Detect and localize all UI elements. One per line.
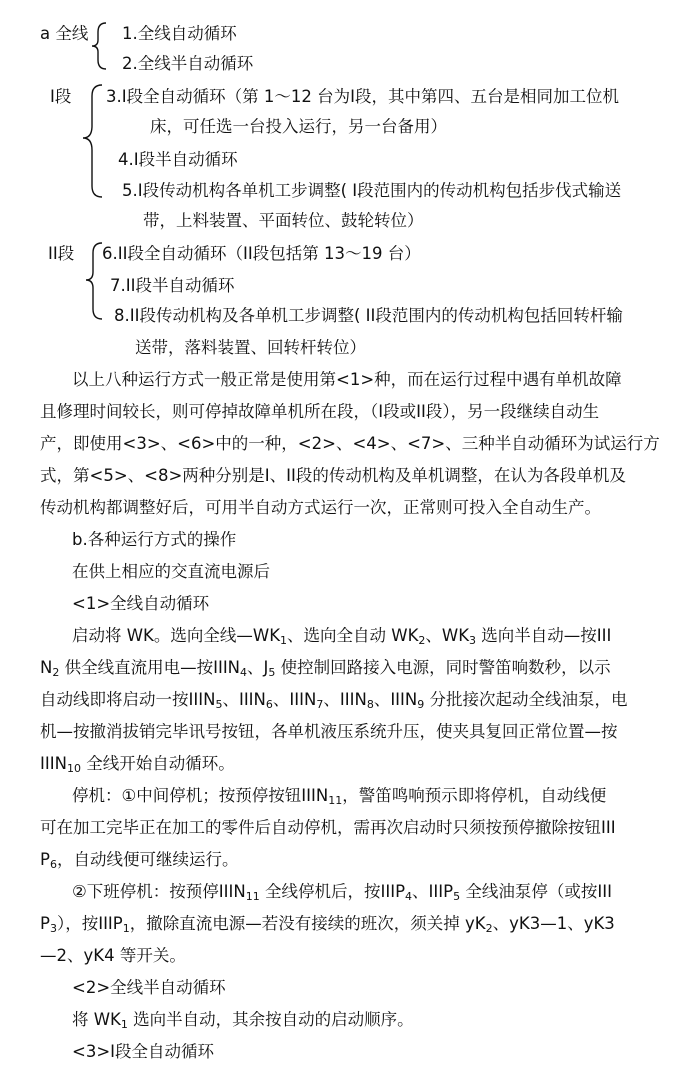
group-a-brace <box>88 20 114 72</box>
mode-item-5-line2: 带，上料装置、平面转位、鼓轮转位） <box>143 211 424 230</box>
heading-mode-3: <3>I段全自动循环 <box>72 1042 215 1061</box>
stop-line-3: $P_6$，自动线便可继续运行。 <box>40 850 239 871</box>
heading-mode-1: <1>全线自动循环 <box>72 594 210 613</box>
offwork-line-1: ②下班停机：按预停$IIIN_{11}$ 全线停机后，按$IIIP_4$、$IIIP_5$ 全线油泵停（或按III <box>72 882 612 903</box>
summary-line-5: 传动机构都调整好后，可用半自动方式运行一次，正常则可投入全自动生产。 <box>40 498 601 517</box>
group-1-brace <box>78 82 108 200</box>
mode-item-8-line1: 8.II段传动机构及各单机工步调整( II段范围内的传动机构包括回转杆输 <box>114 306 623 325</box>
mode-item-8-line2: 送带，落料装置、回转杆转位） <box>135 338 366 357</box>
mode-item-4: 4.I段半自动循环 <box>118 150 238 169</box>
offwork-line-3: —2、yK4 等开关。 <box>40 946 186 965</box>
mode-item-1: 1.全线自动循环 <box>122 24 237 43</box>
start-line-5: $IIIN_{10}$ 全线开始自动循环。 <box>40 754 235 775</box>
group-2-label: II段 <box>48 244 75 263</box>
mode-item-2: 2.全线半自动循环 <box>122 54 254 73</box>
start-line-2: $N_2$ 供全线直流用电—按$IIIN_4$、$J_5$ 使控制回路接入电源，同时警笛响数秒，以示 <box>40 658 611 679</box>
heading-mode-2: <2>全线半自动循环 <box>72 978 226 997</box>
start-line-3: 自动线即将启动一按$IIIN_5$、$IIIN_6$、$IIIN_7$、$IIIN_8$、$IIIN_9$ 分批接次起动全线油泵，电 <box>40 690 628 711</box>
stop-line-1: 停机：①中间停机；按预停按钮$IIIN_{11}$，警笛鸣响预示即将停机，自动线便 <box>72 786 607 807</box>
mode-item-5-line1: 5.I段传动机构各单机工步调整( I段范围内的传动机构包括步伐式输送 <box>122 181 622 200</box>
section-b-heading: b.各种运行方式的操作 <box>72 530 237 549</box>
power-supply-line: 在供上相应的交直流电源后 <box>72 562 270 581</box>
summary-line-1: 以上八种运行方式一般正常是使用第<1>种，而在运行过程中遇有单机故障 <box>72 370 622 389</box>
offwork-line-2: $P_3$），按$IIIP_1$，撤除直流电源—若没有接续的班次，须关掉 $yK_2$、yK3—1、yK3 <box>40 914 615 935</box>
stop-line-2: 可在加工完毕正在加工的零件后自动停机，需再次启动时只须按预停撤除按钮III <box>40 818 616 837</box>
group-a-label: a 全线 <box>40 24 89 43</box>
summary-line-4: 式，第<5>、<8>两种分别是I、II段的传动机构及单机调整，在认为各段单机及 <box>40 466 626 485</box>
start-line-1: 启动将 WK。选向全线$—WK_1$、选向全自动 $WK_2$、$WK_3$ 选向半自动—按III <box>72 626 612 647</box>
mode-item-3-line2: 床，可任选一台投入运行，另一台备用） <box>150 117 447 136</box>
mode-item-6: 6.II段全自动循环（II段包括第 13～19 台） <box>102 244 421 263</box>
group-1-label: I段 <box>50 87 72 106</box>
mode-item-3-line1: 3.I段全自动循环（第 1～12 台为I段，其中第四、五台是相同加工位机 <box>106 87 619 106</box>
semi-auto-line: 将 $WK_1$ 选向半自动，其余按自动的启动顺序。 <box>72 1010 414 1031</box>
summary-line-2: 且修理时间较长，则可停掉故障单机所在段，（I段或II段），另一段继续自动生 <box>40 402 600 421</box>
start-line-4: 机—按撤消拔销完毕讯号按钮，各单机液压系统升压，使夹具复回正常位置—按 <box>40 722 618 741</box>
mode-item-7: 7.II段半自动循环 <box>110 276 235 295</box>
summary-line-3: 产，即使用<3>、<6>中的一种，<2>、<4>、<7>、三种半自动循环为试运行方 <box>40 434 660 453</box>
